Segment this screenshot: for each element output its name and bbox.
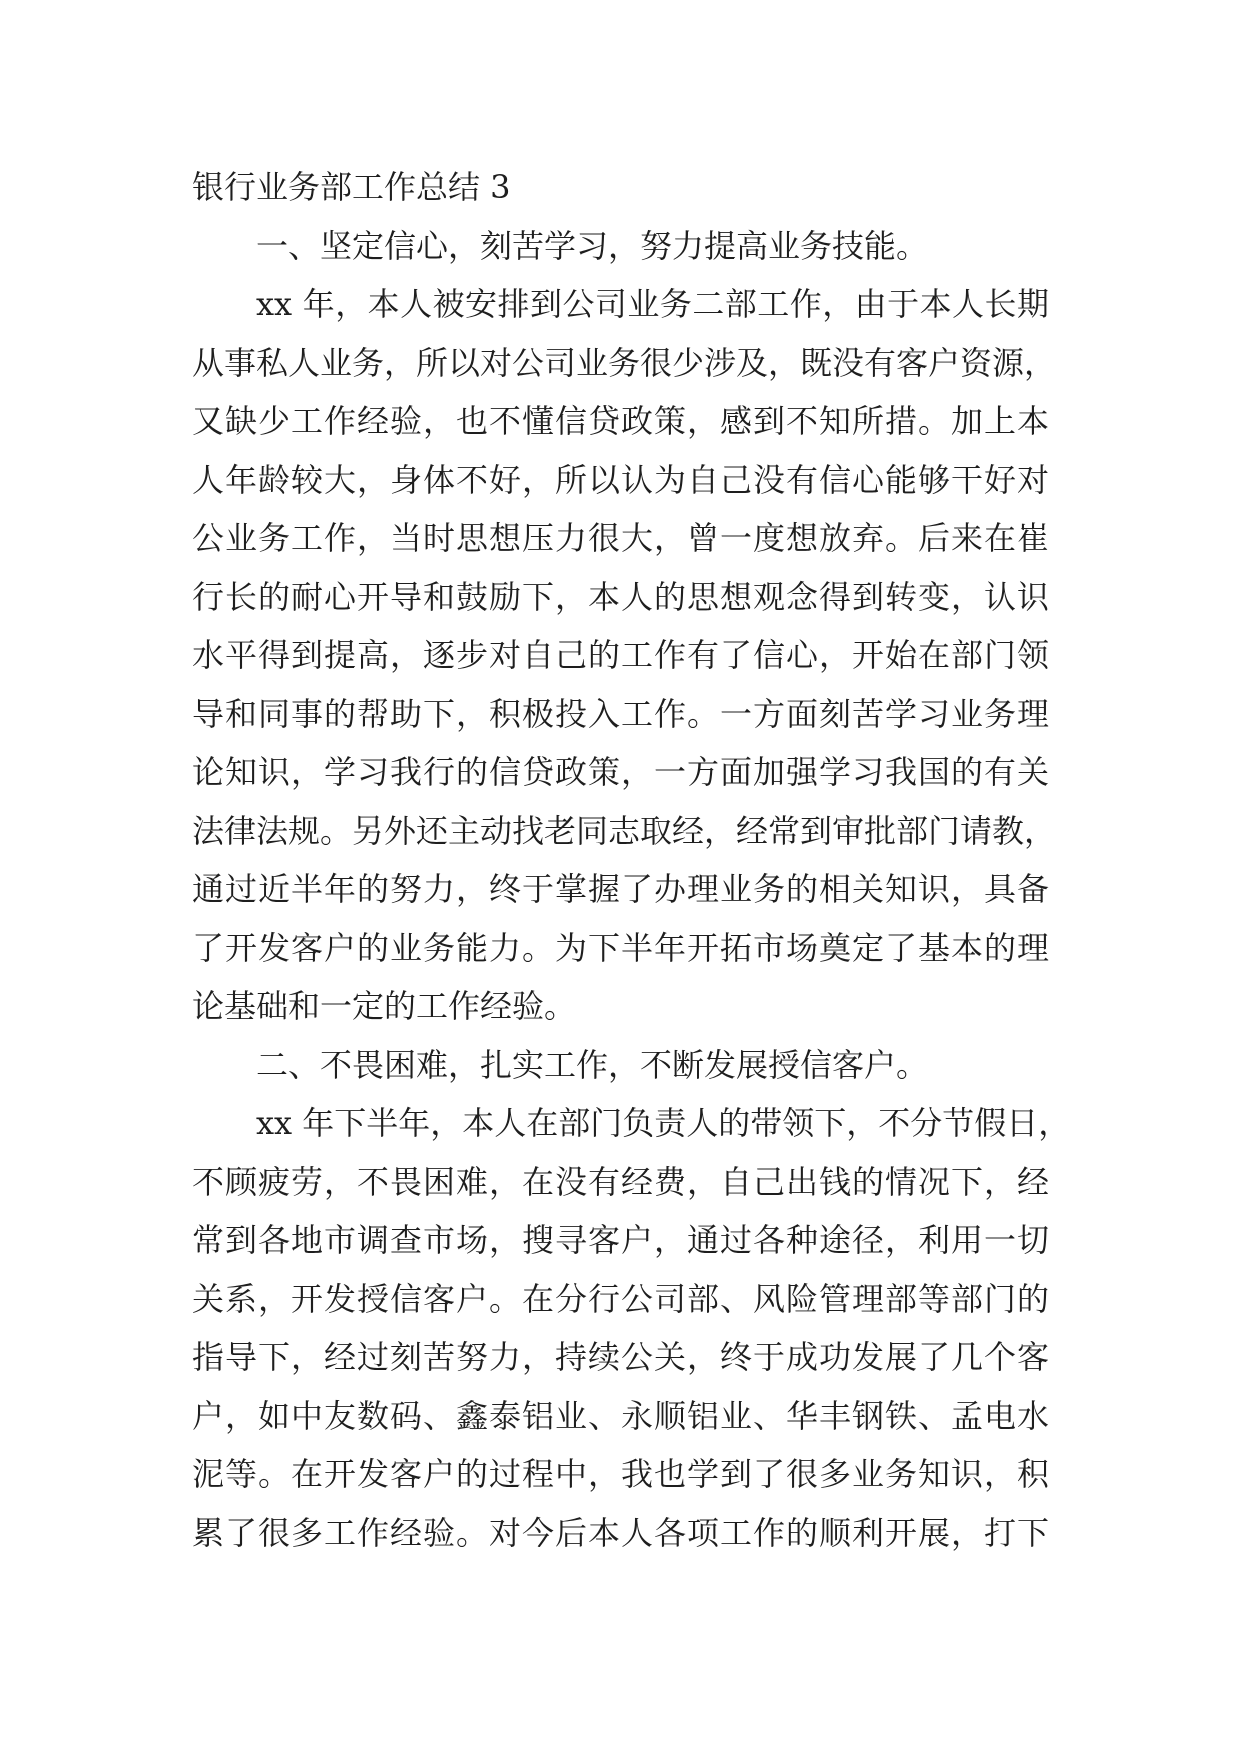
paragraph-line: 公业务工作，当时思想压力很大，曾一度想放弃。后来在崔 xyxy=(192,519,1049,557)
paragraph-line: 了开发客户的业务能力。为下半年开拓市场奠定了基本的理 xyxy=(192,928,1049,967)
paragraph-line: 人年龄较大，身体不好，所以认为自己没有信心能够干好对 xyxy=(192,460,1049,499)
section-heading: 二、不畏困难，扎实工作，不断发展授信客户。 xyxy=(256,1045,929,1084)
paragraph-line: 导和同事的帮助下，积极投入工作。一方面刻苦学习业务理 xyxy=(192,694,1049,733)
paragraph-line: 论知识，学习我行的信贷政策，一方面加强学习我国的有关 xyxy=(192,753,1049,791)
paragraph-line: 行长的耐心开导和鼓励下，本人的思想观念得到转变，认识 xyxy=(192,577,1049,616)
paragraph-line: 从事私人业务，所以对公司业务很少涉及，既没有客户资源， xyxy=(192,343,1057,382)
paragraph-line: 论基础和一定的工作经验。 xyxy=(192,987,577,1025)
document-body xyxy=(192,158,1071,1562)
paragraph-line: 法律法规。另外还主动找老同志取经，经常到审批部门请教， xyxy=(192,811,1057,850)
paragraph-line: 指导下，经过刻苦努力，持续公关，终于成功发展了几个客 xyxy=(192,1338,1049,1376)
paragraph-line: 通过近半年的努力，终于掌握了办理业务的相关知识，具备 xyxy=(192,870,1049,908)
paragraph-line: 又缺少工作经验，也不懂信贷政策，感到不知所措。加上本 xyxy=(192,402,1049,440)
paragraph-line: 关系，开发授信客户。在分行公司部、风险管理部等部门的 xyxy=(192,1279,1049,1318)
paragraph-line: 水平得到提高，逐步对自己的工作有了信心，开始在部门领 xyxy=(192,636,1049,674)
paragraph-line: 累了很多工作经验。对今后本人各项工作的顺利开展，打下 xyxy=(192,1513,1049,1552)
paragraph-line: 常到各地市调查市场，搜寻客户，通过各种途径，利用一切 xyxy=(192,1221,1049,1259)
paragraph-line: 泥等。在开发客户的过程中，我也学到了很多业务知识，积 xyxy=(192,1455,1049,1493)
document-title: 银行业务部工作总结 3 xyxy=(192,168,511,206)
paragraph-line: 户，如中友数码、鑫泰铝业、永顺铝业、华丰钢铁、孟电水 xyxy=(192,1396,1049,1435)
paragraph-line: xx 年下半年，本人在部门负责人的带领下，不分节假日， xyxy=(256,1104,1071,1142)
section-heading: 一、坚定信心，刻苦学习，努力提高业务技能。 xyxy=(256,226,929,265)
paragraph-line: 不顾疲劳，不畏困难，在没有经费，自己出钱的情况下，经 xyxy=(192,1162,1049,1201)
paragraph-line: xx 年，本人被安排到公司业务二部工作，由于本人长期 xyxy=(256,285,1049,323)
